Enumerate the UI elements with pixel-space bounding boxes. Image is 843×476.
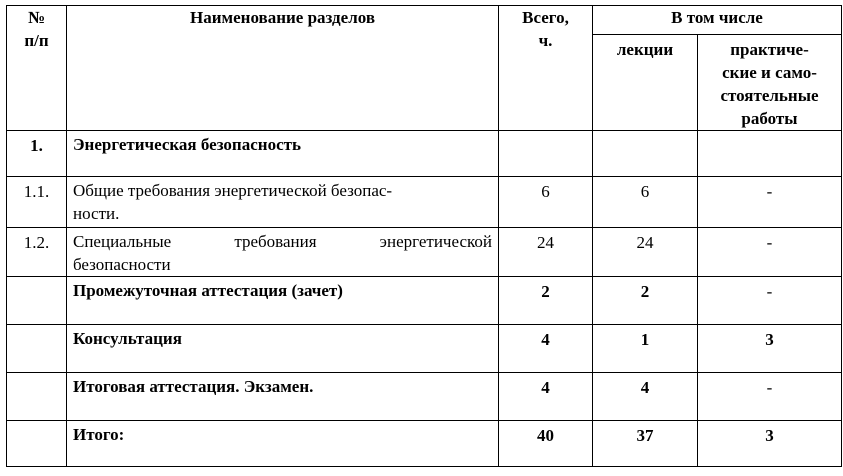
header-lectures: лекции [593,35,698,131]
row-num [7,421,67,467]
header-num-line1: № [27,8,46,27]
header-num [7,6,67,131]
header-total-line2: ч. [538,31,553,50]
table-row [7,325,842,373]
header-practical [698,35,842,131]
row-name [67,228,499,277]
row-total: 4 [499,325,593,373]
row-num: 1. [7,131,67,177]
row-name: Энергетическая безопасность [67,131,499,177]
table-row [7,373,842,421]
header-total-line1: Всего, [522,8,569,27]
row-lectures: 4 [593,373,698,421]
table-row [7,177,842,228]
row-name: Итоговая аттестация. Экзамен. [67,373,499,421]
row-name-line2: ности. [73,204,120,223]
row-practical [698,131,842,177]
table-row [7,228,842,277]
row-name-line2: безопасности [73,255,171,274]
row-lectures: 24 [593,228,698,277]
header-name: Наименование разделов [67,6,499,131]
row-lectures [593,131,698,177]
row-name: Консультация [67,325,499,373]
table-row [7,277,842,325]
row-lectures: 2 [593,277,698,325]
row-lectures: 37 [593,421,698,467]
row-practical: 3 [698,421,842,467]
row-num [7,373,67,421]
row-name-word: требования [234,232,317,251]
table-row [7,131,842,177]
row-num: 1.1. [7,177,67,228]
header-total [499,6,593,131]
row-name-word: энергетической [379,232,492,251]
row-practical: - [698,277,842,325]
row-name: Промежуточная аттестация (зачет) [67,277,499,325]
header-row-1 [7,6,842,35]
row-practical: 3 [698,325,842,373]
row-total: 2 [499,277,593,325]
row-total: 24 [499,228,593,277]
header-practical-line4: работы [741,109,798,128]
row-name: Итого: [67,421,499,467]
header-practical-line1: практиче- [730,40,809,59]
row-total: 40 [499,421,593,467]
header-num-line2: п/п [24,31,49,50]
row-name-word: Специальные [73,232,172,251]
row-total [499,131,593,177]
table-row-total [7,421,842,467]
header-including: В том числе [593,6,842,35]
header-practical-line3: стоятельные [720,86,819,105]
row-lectures: 1 [593,325,698,373]
row-practical: - [698,373,842,421]
row-lectures: 6 [593,177,698,228]
curriculum-table [6,5,842,467]
row-num [7,277,67,325]
row-practical: - [698,177,842,228]
row-name-line1 [73,230,492,253]
row-total: 6 [499,177,593,228]
header-practical-line2: ские и само- [722,63,817,82]
row-num: 1.2. [7,228,67,277]
row-name [67,177,499,228]
row-total: 4 [499,373,593,421]
row-practical: - [698,228,842,277]
row-num [7,325,67,373]
row-name-line1: Общие требования энергетической безопас- [73,181,393,200]
